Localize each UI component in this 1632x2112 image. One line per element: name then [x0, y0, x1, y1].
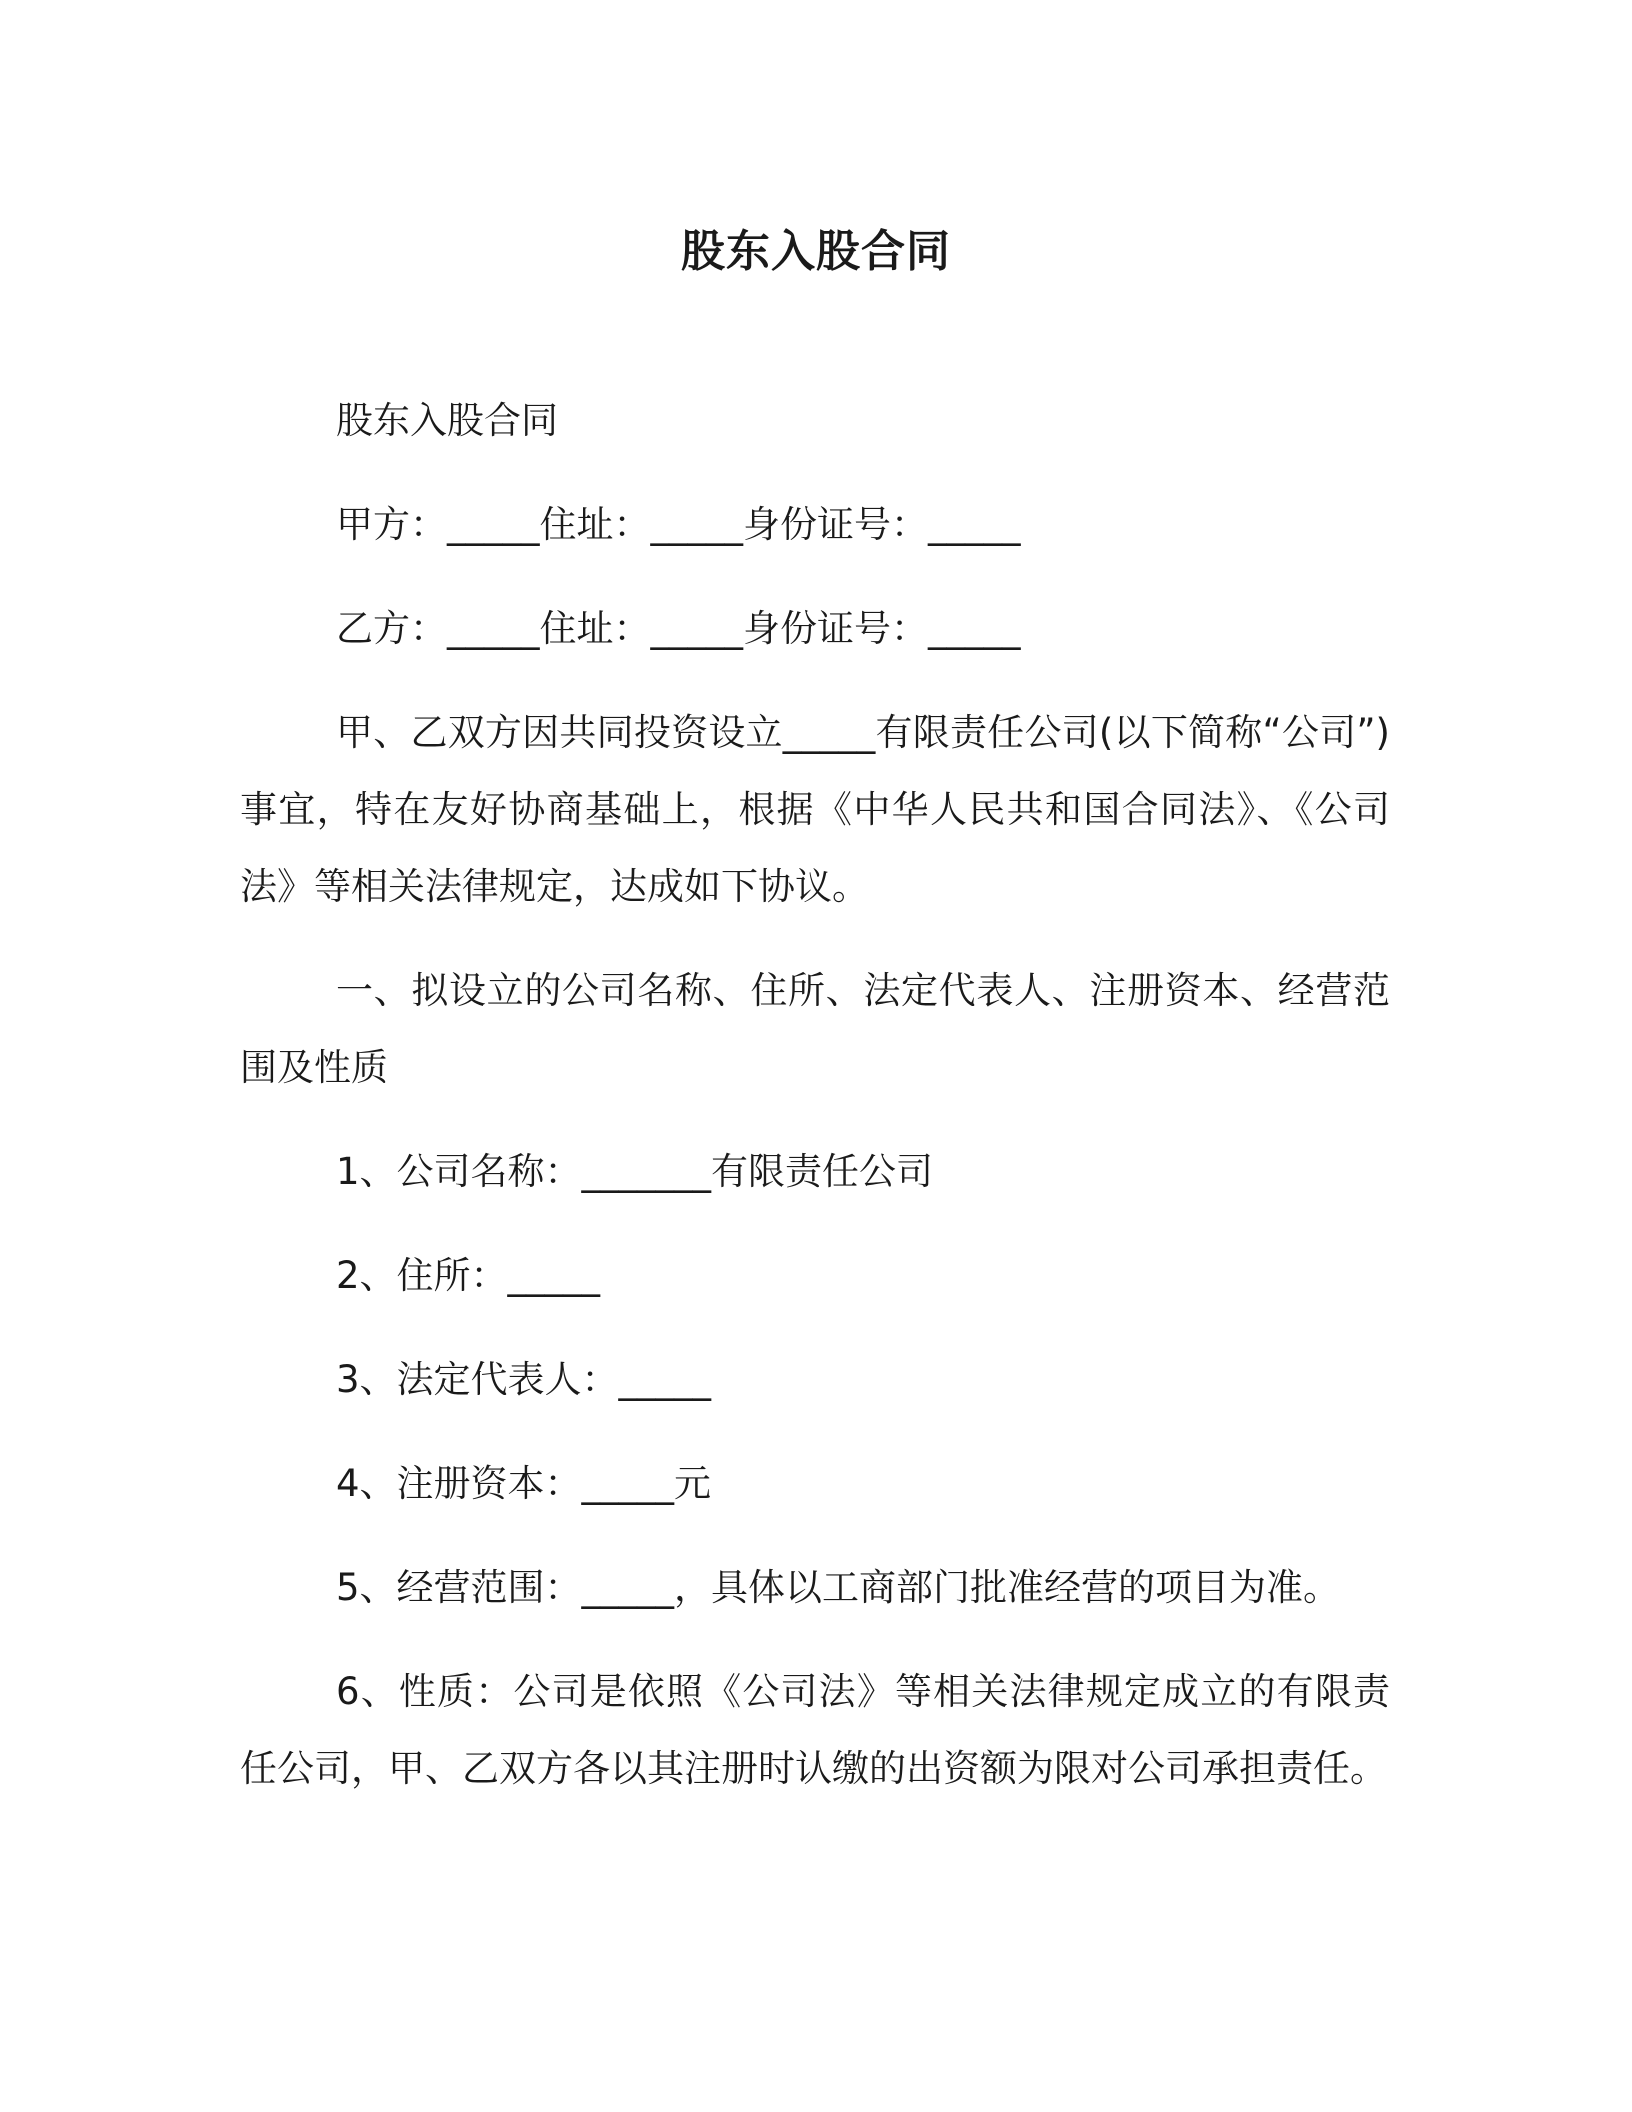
item-nature: 6、性质：公司是依照《公司法》等相关法律规定成立的有限责任公司，甲、乙双方各以其注册时认缴的出资额为限对公司承担责任。 [240, 1670, 1390, 1790]
item-registered-capital: 4、注册资本：_____元 [336, 1462, 712, 1505]
section-one-heading: 一、拟设立的公司名称、住所、法定代表人、注册资本、经营范围及性质 [240, 969, 1390, 1089]
item-legal-representative: 3、法定代表人：_____ [336, 1358, 712, 1401]
party-a-line: 甲方：_____住址：_____身份证号：_____ [336, 503, 1021, 546]
document-body [240, 382, 1390, 1834]
subtitle-paragraph: 股东入股合同 [336, 399, 558, 442]
item-company-name: 1、公司名称：_______有限责任公司 [336, 1150, 934, 1193]
party-b-line: 乙方：_____住址：_____身份证号：_____ [336, 607, 1021, 650]
preamble-paragraph: 甲、乙双方因共同投资设立_____有限责任公司(以下简称“公司”)事宜，特在友好协商基础上，根据《中华人民共和国合同法》、《公司法》等相关法律规定，达成如下协议。 [240, 711, 1390, 908]
item-address: 2、住所：_____ [336, 1254, 601, 1297]
document-title: 股东入股合同 [681, 226, 951, 277]
item-business-scope: 5、经营范围：_____，具体以工商部门批准经营的项目为准。 [336, 1566, 1341, 1609]
